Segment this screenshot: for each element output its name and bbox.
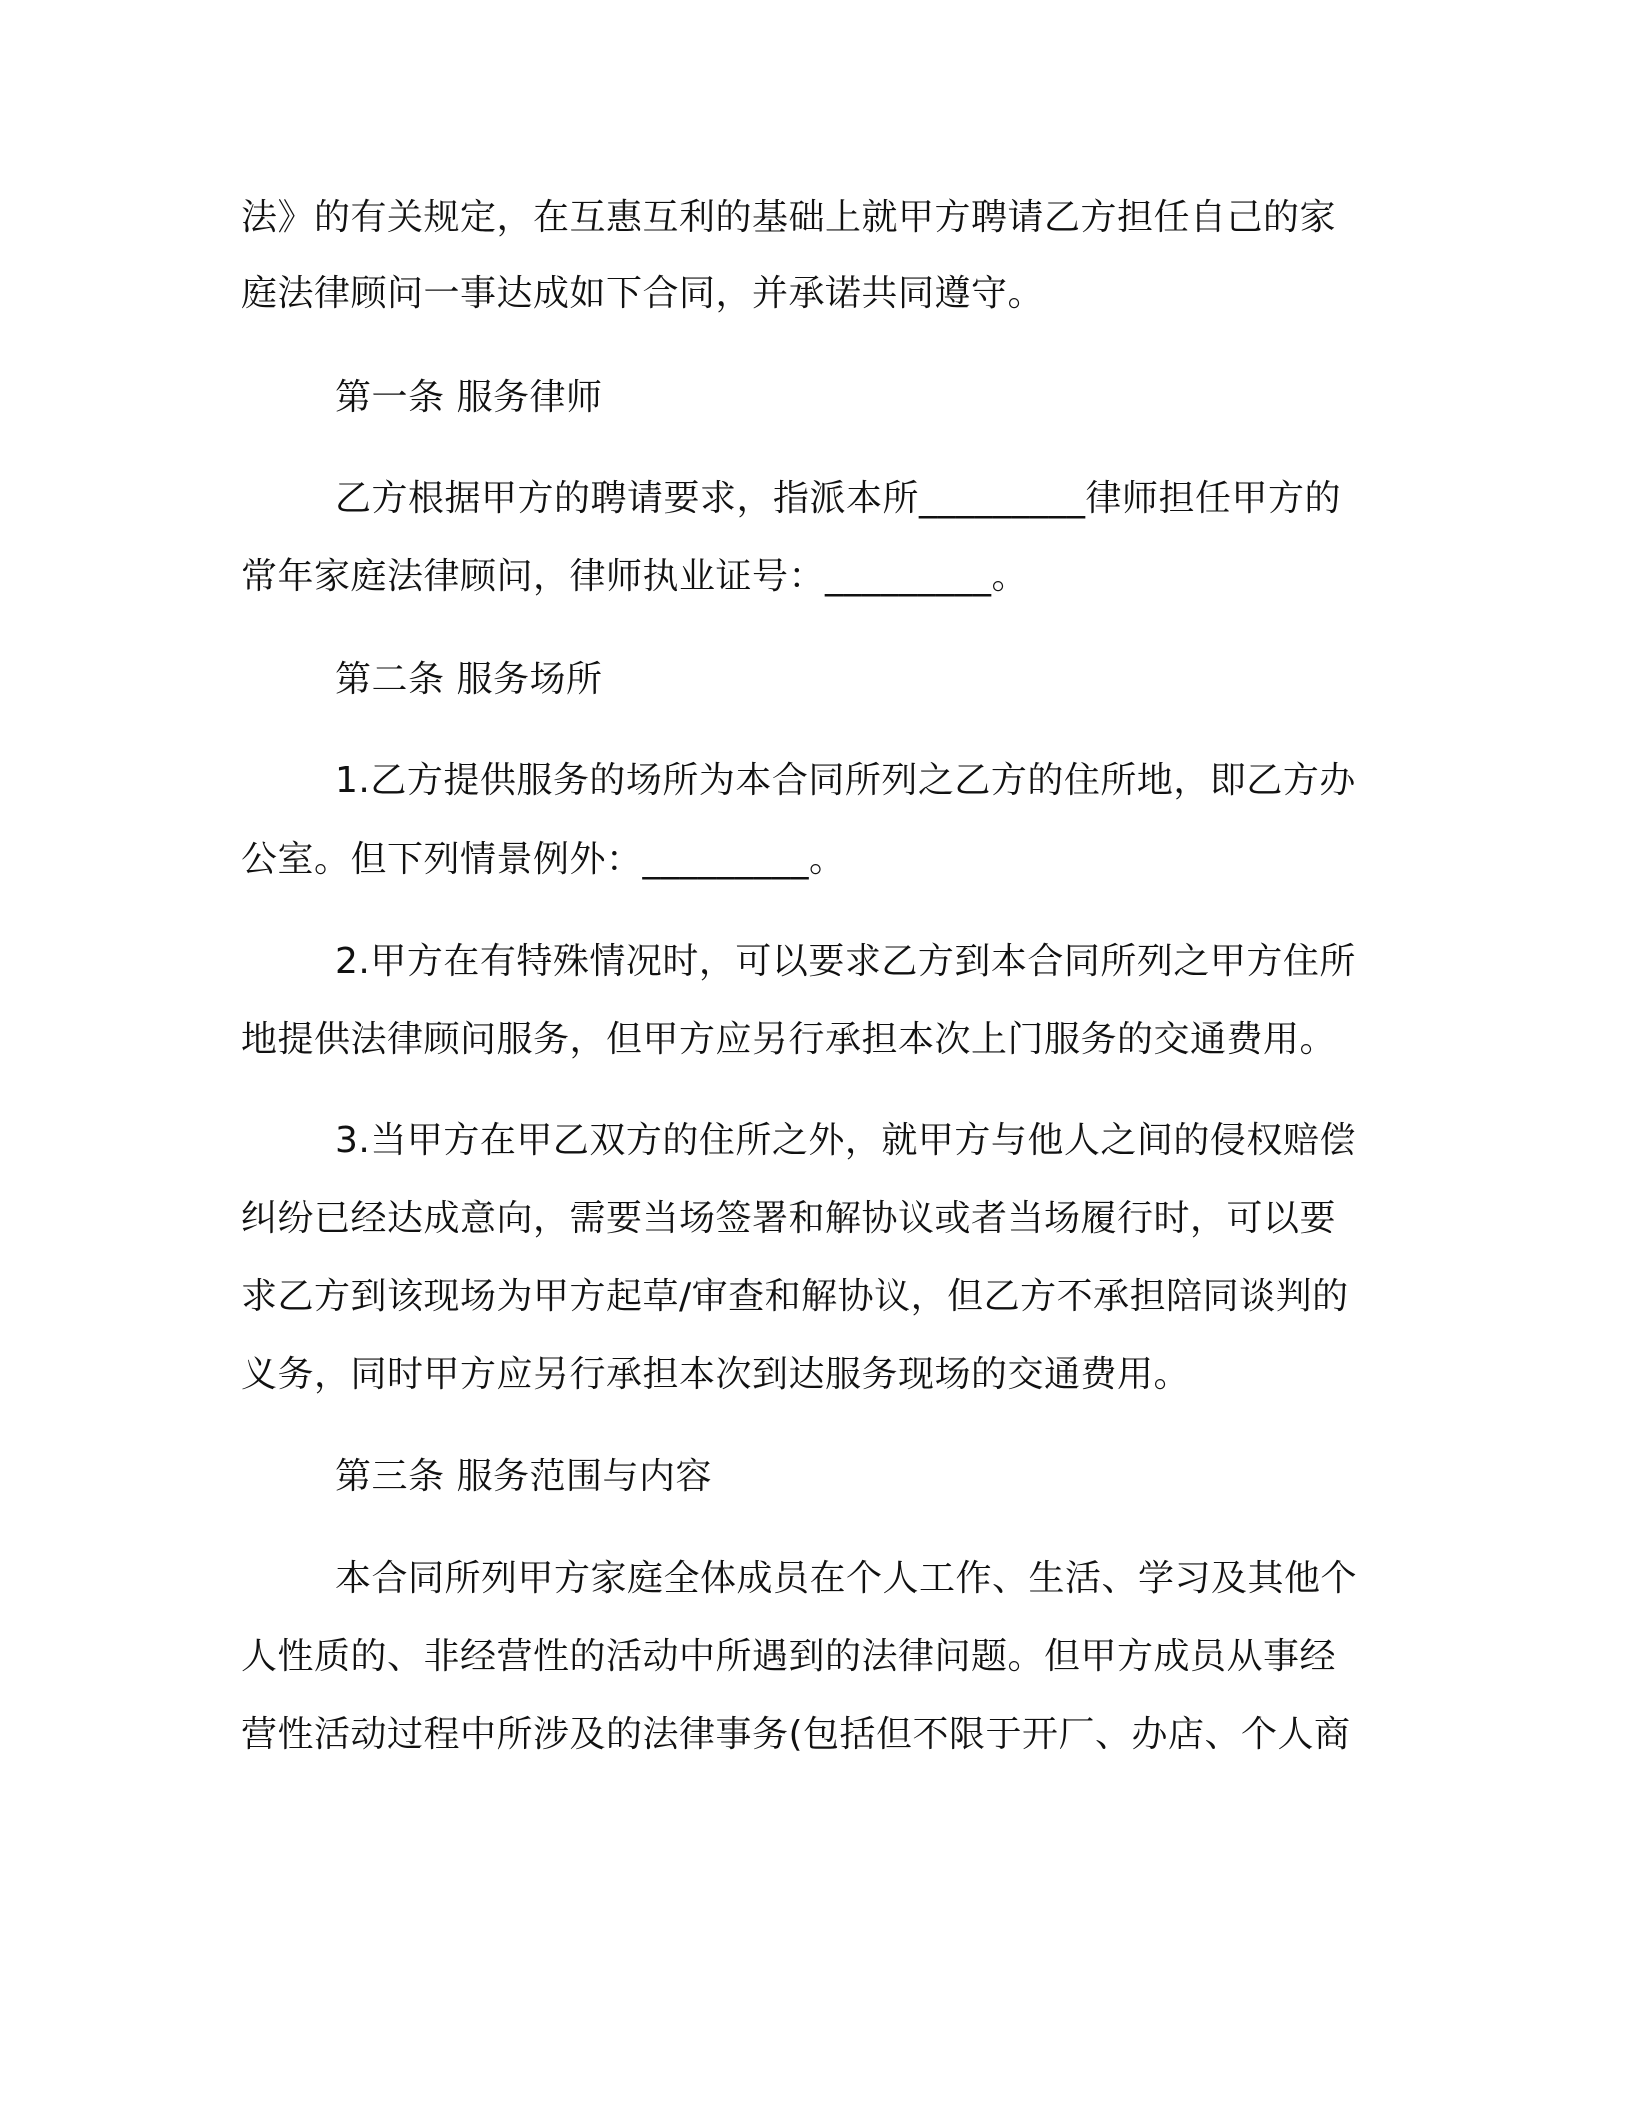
body-text-line: 营性活动过程中所涉及的法律事务(包括但不限于开厂、办店、个人商 <box>241 1714 1351 1755</box>
article-heading: 第二条 服务场所 <box>335 659 603 700</box>
body-text-line: 纠纷已经达成意向，需要当场签署和解协议或者当场履行时，可以要 <box>241 1198 1337 1239</box>
body-text-line: 法》的有关规定，在互惠互利的基础上就甲方聘请乙方担任自己的家 <box>241 197 1337 238</box>
body-text-line: 2.甲方在有特殊情况时，可以要求乙方到本合同所列之甲方住所 <box>335 941 1356 982</box>
body-text-line: 地提供法律顾问服务，但甲方应另行承担本次上门服务的交通费用。 <box>241 1019 1337 1060</box>
body-text-line: 常年家庭法律顾问，律师执业证号：_________。 <box>241 556 1029 597</box>
body-text-line: 乙方根据甲方的聘请要求，指派本所_________律师担任甲方的 <box>335 478 1342 519</box>
body-text-line: 公室。但下列情景例外：_________。 <box>241 839 846 880</box>
body-text-line: 人性质的、非经营性的活动中所遇到的法律问题。但甲方成员从事经 <box>241 1636 1337 1677</box>
article-heading: 第一条 服务律师 <box>335 377 603 418</box>
body-text-line: 义务，同时甲方应另行承担本次到达服务现场的交通费用。 <box>241 1354 1191 1395</box>
body-text-line: 求乙方到该现场为甲方起草/审查和解协议，但乙方不承担陪同谈判的 <box>241 1276 1349 1317</box>
body-text-line: 庭法律顾问一事达成如下合同，并承诺共同遵守。 <box>241 273 1045 314</box>
body-text-line: 3.当甲方在甲乙双方的住所之外，就甲方与他人之间的侵权赔偿 <box>335 1120 1356 1161</box>
article-heading: 第三条 服务范围与内容 <box>335 1456 712 1497</box>
body-text-line: 1.乙方提供服务的场所为本合同所列之乙方的住所地，即乙方办 <box>335 760 1356 801</box>
body-text-line: 本合同所列甲方家庭全体成员在个人工作、生活、学习及其他个 <box>335 1558 1358 1599</box>
